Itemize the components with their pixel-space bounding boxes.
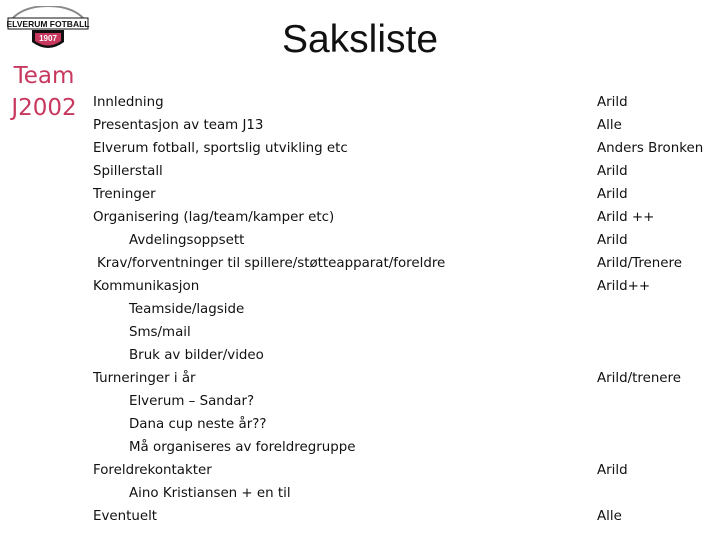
agenda-responsible: Arild/Trenere [597,256,682,271]
agenda-topic: Eventuelt [93,509,158,524]
agenda-topic: Må organiseres av foreldregruppe [129,440,356,455]
agenda-responsible: Arild [597,233,628,248]
agenda-topic: Avdelingsoppsett [129,233,245,248]
agenda-item [93,298,713,321]
agenda-item [93,436,713,459]
team-label-line1: Team [13,63,75,89]
agenda-topic: Turneringer i år [93,371,196,386]
agenda-item [93,344,713,367]
club-logo [6,6,90,54]
agenda-responsible: Arild [597,187,628,202]
agenda-item [93,321,713,344]
agenda-topic: Innledning [93,95,164,110]
agenda-responsible: Arild [597,164,628,179]
page-title: Saksliste [281,18,439,61]
agenda-item [93,367,713,390]
agenda-responsible: Arild/trenere [597,371,681,386]
agenda-topic: Presentasjon av team J13 [93,118,264,133]
agenda-responsible: Arild ++ [597,210,655,225]
team-label-line2: J2002 [11,95,77,121]
agenda-topic: Organisering (lag/team/kamper etc) [93,210,335,225]
agenda-item [93,413,713,436]
agenda-item [93,252,713,275]
agenda-topic: Dana cup neste år?? [129,417,267,432]
agenda-responsible: Arild [597,463,628,478]
agenda-item [93,390,713,413]
agenda-topic: Bruk av bilder/video [129,348,264,363]
agenda-topic: Treninger [93,187,156,202]
agenda-item [93,459,713,482]
agenda-item [93,160,713,183]
agenda-responsible: Arild++ [597,279,651,294]
agenda-responsible: Anders Bronken [597,141,704,156]
agenda-topic: Foreldrekontakter [93,463,212,478]
team-label [6,60,82,124]
logo-club-name: ELVERUM FOTBALL [6,19,90,29]
agenda-item [93,91,713,114]
agenda-topic: Aino Kristiansen + en til [129,486,291,501]
agenda-item [93,229,713,252]
agenda-responsible: Alle [597,118,622,133]
agenda-topic: Kommunikasjon [93,279,200,294]
agenda-item [93,183,713,206]
agenda-item [93,206,713,229]
agenda-item [93,275,713,298]
logo-year: 1907 [39,34,57,43]
agenda-topic: Elverum fotball, sportslig utvikling etc [93,141,348,156]
agenda-topic: Spillerstall [93,164,163,179]
agenda-item [93,482,713,505]
agenda-item [93,505,713,528]
agenda-topic: Teamside/lagside [129,302,245,317]
agenda-responsible: Arild [597,95,628,110]
agenda-topic: Sms/mail [129,325,191,340]
agenda-list [93,91,713,528]
agenda-responsible: Alle [597,509,622,524]
agenda-topic: Krav/forventninger til spillere/støtteapparat/foreldre [97,256,446,271]
agenda-topic: Elverum – Sandar? [129,394,255,409]
elverum-crest-icon [6,6,90,54]
agenda-item [93,114,713,137]
agenda-item [93,137,713,160]
